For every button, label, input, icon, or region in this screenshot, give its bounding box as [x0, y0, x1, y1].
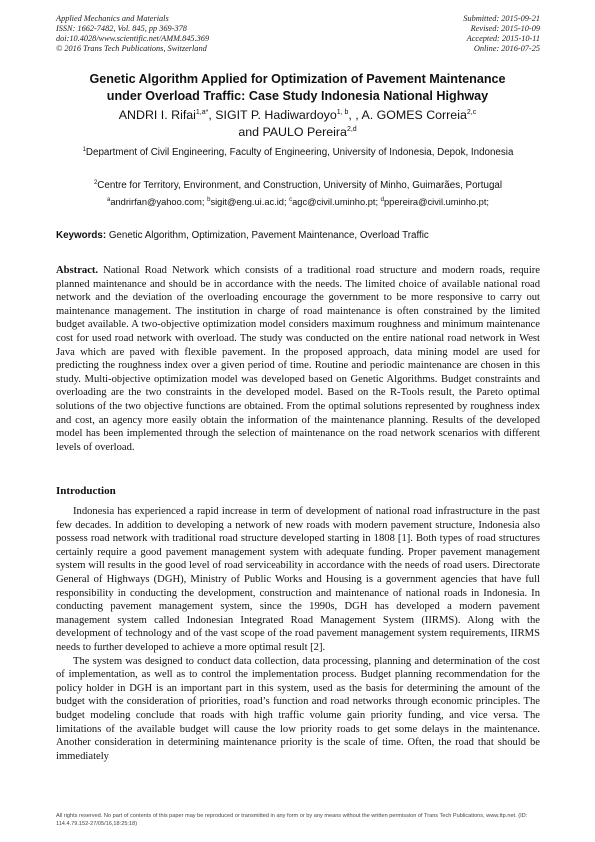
author-emails	[56, 196, 540, 209]
affiliation-2-text: Centre for Territory, Environment, and Construction, University of Minho, Guimarães, Portugal	[97, 180, 503, 191]
author-conjunction: and	[238, 125, 263, 139]
title-line-1: Genetic Algorithm Applied for Optimization of Pavement Maintenance	[89, 72, 506, 86]
author-separator: ,	[208, 108, 216, 122]
email-d-marker: d	[380, 197, 384, 203]
email-d: ppereira@civil.uminho.pt;	[383, 197, 490, 207]
abstract-label: Abstract.	[56, 265, 99, 276]
email-b: sigit@eng.ui.ac.id;	[210, 197, 290, 207]
email-c: agc@civil.uminho.pt;	[292, 197, 381, 207]
journal-name: Applied Mechanics and Materials	[56, 14, 169, 23]
revised-date: Revised: 2015-10-09	[470, 24, 540, 33]
paragraph: Indonesia has experienced a rapid increase in term of development of national road infrastructure in the past few decades. In addition to developing a network of new roads with modern pavement structure, Indonesia also possess road network with traditional road structure developed starting in 1808 [1]. Both types of road structures certainly require a good pavement management system with adequate funding. Proper pavement management system will results in the good level of road serviceability in accordance with the needs of road users. Directorate General of Highways (DGH), Ministry of Public Works and Housing is a government agencies that have full responsibility in conducting the development, construction and maintenance of national roads in Indonesia. In conducting pavement management system, since the 1990s, DGH has developed a modern pavement management system called Indonesian Integrated Road Management System (IIRMS). Along with the development of technology and of the vast scope of the road pavement management system requirements, IIRMS needs to further developed to achieve a more optimal result [2].	[56, 506, 540, 653]
paragraph: The system was designed to conduct data collection, data processing, planning and determination of the cost of implementation, as well as to control the implementation process. Budget planning recommendation for the policy holder in DGH is an important part in this system, used as the basis for determining the amount of the budget with the consideration of priorities, road’s function and road networks through economic principles. The budget modeling conclude that roads with high traffic volume gain priority funding, and vice versa. The limitations of the available budget will cause the low priority roads to get some delays in the maintenance. Another consideration in determining maintenance priority is the scale of time. Often, the road that should be immediately	[56, 655, 540, 762]
author-4-marker: 2,d	[346, 126, 357, 133]
accepted-date: Accepted: 2015-10-11	[466, 34, 540, 43]
affiliation-1-text: Department of Civil Engineering, Faculty of Engineering, University of Indonesia, Depok, Indonesia	[85, 147, 514, 158]
abstract	[56, 264, 540, 454]
dates-header	[463, 14, 540, 54]
title-line-2: under Overload Traffic: Case Study Indonesia National Highway	[106, 88, 489, 103]
paper-title	[40, 71, 555, 104]
keywords-label: Keywords:	[56, 230, 107, 241]
journal-header	[56, 14, 209, 54]
email-a-marker: a	[106, 197, 111, 203]
introduction-body	[56, 505, 540, 763]
email-b-marker: b	[207, 197, 211, 203]
journal-issn: ISSN: 1662-7482, Vol. 845, pp 369-378	[56, 24, 187, 33]
author-3-marker: 2,c	[466, 109, 477, 116]
email-a: andrirfan@yahoo.com;	[110, 197, 208, 207]
author-3: A. GOMES Correia	[361, 108, 467, 122]
affiliation-2	[56, 179, 540, 192]
journal-copyright: © 2016 Trans Tech Publications, Switzerland	[56, 44, 207, 53]
keywords-text: Genetic Algorithm, Optimization, Pavement Maintenance, Overload Traffic	[106, 230, 429, 241]
section-heading-introduction: Introduction	[56, 485, 116, 497]
author-4: PAULO Pereira	[262, 125, 347, 139]
journal-doi: doi:10.4028/www.scientific.net/AMM.845.369	[56, 34, 210, 43]
author-separator: , ,	[348, 108, 362, 122]
affiliation-1	[56, 146, 540, 159]
affiliation-1-number: 1	[82, 147, 86, 153]
author-line-1	[40, 107, 555, 124]
keywords	[56, 229, 540, 242]
author-1-marker: 1,a*	[195, 109, 209, 116]
copyright-footer: All rights reserved. No part of contents of this paper may be reproduced or transmitted in any form or by any means without the written permission of Trans Tech Publications, www.ttp.net. (ID: 114.4.79.152-27/05/16,18:25:18)	[56, 813, 528, 827]
online-date: Online: 2016-07-25	[473, 44, 540, 53]
author-2: SIGIT P. Hadiwardoyo	[215, 108, 337, 122]
author-list	[40, 107, 555, 141]
author-line-2	[40, 124, 555, 141]
submitted-date: Submitted: 2015-09-21	[463, 14, 540, 23]
author-1: ANDRI I. Rifai	[118, 108, 196, 122]
author-2-marker: 1, b	[336, 109, 349, 116]
abstract-text: National Road Network which consists of a traditional road structure and modern roads, require planned maintenance and should be in accordance with the needs. The limited choice of available national road network and the deviation of the overloading encourage the government to be more responsive to carry out maintenance management. The institution in charge of road maintenance is often constrained by the limited budget available. A two-objective optimization model considers maximum roughness and minimum maintenance cost for used road network with overload. The study was conducted on the entire national road network in West Java which are paved with flexible pavement. In the proposed approach, data mining model are used for predicting the roughness index over a given period of time. Routine and periodic maintenance are chosen in this study. Multi-objective optimization model was developed based on Genetic Algorithms. Budget constraints and overloading are the two constraints in the developed model. Based on the R-Tools result, the Pareto optimal solutions of the two objective functions are obtained. From the optimal solutions represented by roughness index and cost, an agency more easily obtain the information of the maintenance planning. Results of the developed model has been implemented through the selection of maintenance on the road network scenarios with different levels of overload.	[56, 265, 540, 453]
email-c-marker: c	[289, 197, 293, 203]
affiliation-2-number: 2	[93, 180, 98, 186]
